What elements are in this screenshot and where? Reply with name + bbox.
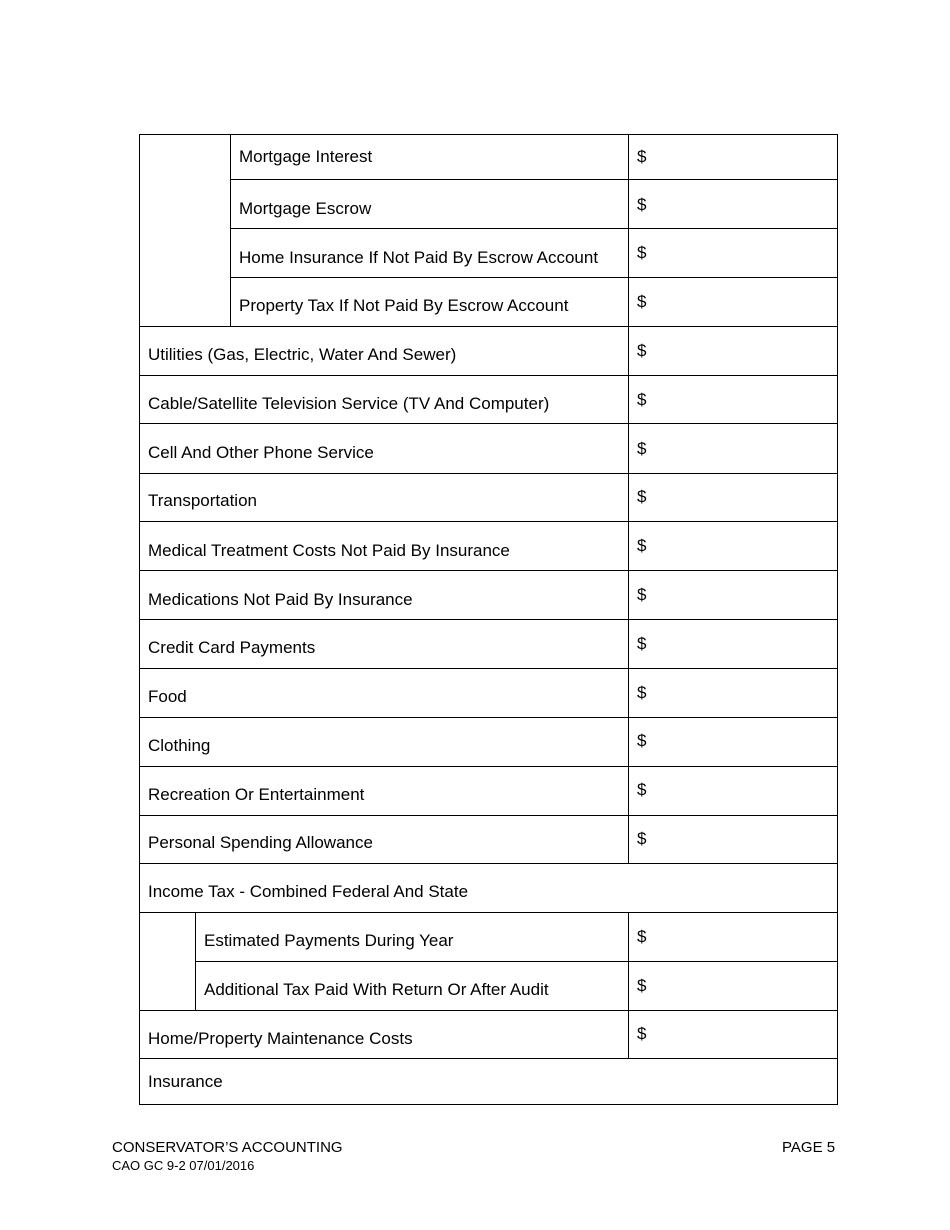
row-label-cable: Cable/Satellite Television Service (TV And Computer) bbox=[148, 394, 550, 413]
row-divider bbox=[139, 766, 838, 767]
row-divider bbox=[230, 228, 838, 229]
row-divider bbox=[139, 717, 838, 718]
row-label-additional-tax: Additional Tax Paid With Return Or After Audit bbox=[204, 980, 549, 999]
row-label-food: Food bbox=[148, 687, 187, 706]
amount-field-personal[interactable]: $ bbox=[637, 829, 647, 848]
row-divider bbox=[139, 1058, 838, 1059]
row-label-maintenance: Home/Property Maintenance Costs bbox=[148, 1029, 413, 1048]
row-label-mortgage-escrow: Mortgage Escrow bbox=[239, 199, 372, 218]
row-label-insurance: Insurance bbox=[148, 1072, 223, 1091]
amount-field-utilities[interactable]: $ bbox=[637, 341, 647, 360]
amount-field-cable[interactable]: $ bbox=[637, 390, 647, 409]
amount-field-medical[interactable]: $ bbox=[637, 536, 647, 555]
row-label-personal: Personal Spending Allowance bbox=[148, 833, 373, 852]
row-label-clothing: Clothing bbox=[148, 736, 211, 755]
indent-divider bbox=[230, 134, 231, 326]
row-divider bbox=[139, 326, 838, 327]
row-label-utilities: Utilities (Gas, Electric, Water And Sewer) bbox=[148, 345, 457, 364]
row-label-recreation: Recreation Or Entertainment bbox=[148, 785, 365, 804]
amount-column-divider bbox=[628, 134, 629, 863]
row-divider bbox=[139, 863, 838, 864]
footer-page-number: PAGE 5 bbox=[782, 1139, 836, 1156]
row-divider bbox=[139, 570, 838, 571]
footer-title: CONSERVATOR’S ACCOUNTING bbox=[112, 1139, 343, 1156]
row-divider bbox=[139, 912, 838, 913]
row-divider bbox=[230, 179, 838, 180]
footer-form-id: CAO GC 9-2 07/01/2016 bbox=[112, 1158, 255, 1173]
row-divider bbox=[139, 473, 838, 474]
row-divider bbox=[139, 1010, 838, 1011]
row-divider bbox=[195, 961, 838, 962]
amount-field-recreation[interactable]: $ bbox=[637, 780, 647, 799]
row-label-mortgage-interest: Mortgage Interest bbox=[239, 147, 373, 166]
amount-field-medications[interactable]: $ bbox=[637, 585, 647, 604]
row-label-estimated-payments: Estimated Payments During Year bbox=[204, 931, 454, 950]
row-divider bbox=[139, 521, 838, 522]
amount-field-maintenance[interactable]: $ bbox=[637, 1024, 647, 1043]
row-label-phone: Cell And Other Phone Service bbox=[148, 443, 374, 462]
row-label-property-tax: Property Tax If Not Paid By Escrow Account bbox=[239, 296, 569, 315]
amount-field-mortgage-interest[interactable]: $ bbox=[637, 147, 647, 166]
amount-field-credit-card[interactable]: $ bbox=[637, 634, 647, 653]
amount-field-clothing[interactable]: $ bbox=[637, 731, 647, 750]
row-divider bbox=[230, 277, 838, 278]
amount-field-home-insurance[interactable]: $ bbox=[637, 243, 647, 262]
row-label-medical: Medical Treatment Costs Not Paid By Insurance bbox=[148, 541, 510, 560]
row-label-home-insurance: Home Insurance If Not Paid By Escrow Account bbox=[239, 248, 599, 267]
amount-field-food[interactable]: $ bbox=[637, 683, 647, 702]
row-label-credit-card: Credit Card Payments bbox=[148, 638, 316, 657]
amount-field-property-tax[interactable]: $ bbox=[637, 292, 647, 311]
row-label-income-tax: Income Tax - Combined Federal And State bbox=[148, 882, 469, 901]
amount-field-transportation[interactable]: $ bbox=[637, 487, 647, 506]
row-label-medications: Medications Not Paid By Insurance bbox=[148, 590, 413, 609]
row-divider bbox=[139, 375, 838, 376]
amount-field-phone[interactable]: $ bbox=[637, 439, 647, 458]
row-label-transportation: Transportation bbox=[148, 491, 257, 510]
amount-field-mortgage-escrow[interactable]: $ bbox=[637, 195, 647, 214]
row-divider bbox=[139, 668, 838, 669]
amount-field-estimated-payments[interactable]: $ bbox=[637, 927, 647, 946]
row-divider bbox=[139, 815, 838, 816]
indent-divider bbox=[195, 912, 196, 1010]
amount-column-divider bbox=[628, 912, 629, 1058]
row-divider bbox=[139, 619, 838, 620]
amount-field-additional-tax[interactable]: $ bbox=[637, 976, 647, 995]
row-divider bbox=[139, 423, 838, 424]
